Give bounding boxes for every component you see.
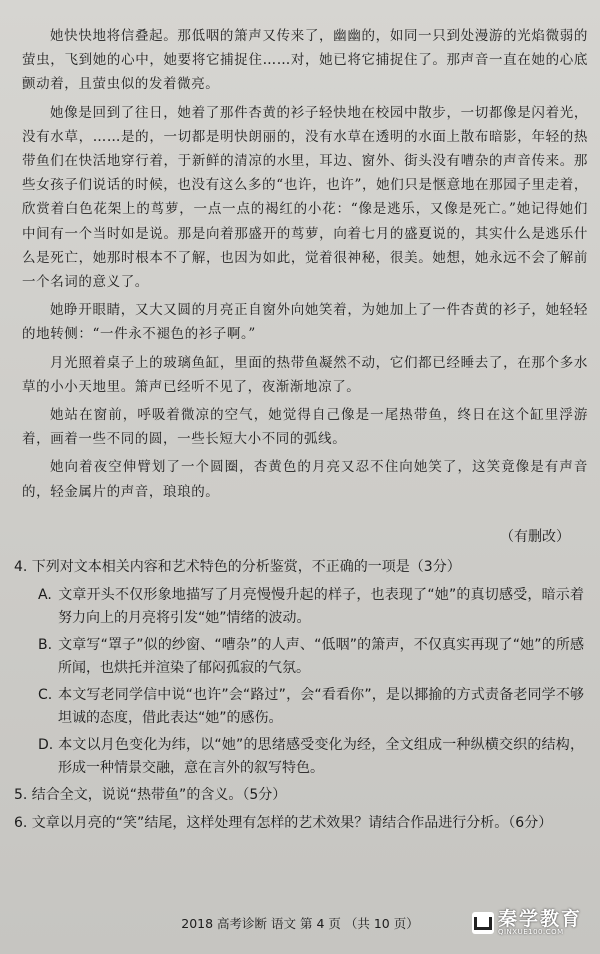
question-4-option-d [14,734,584,779]
watermark-logo [472,910,582,936]
option-key: A. [38,587,52,603]
option-text: 文章开头不仅形象地描写了月亮慢慢升起的样子，也表现了“她”的真切感受，暗示着努力向上的月亮将引发“她”情绪的波动。 [58,587,584,626]
abridged-note: （有删改） [500,529,570,545]
question-6: 6. 文章以月亮的“笑”结尾，这样处理有怎样的艺术效果？请结合作品进行分析。（6分） [14,815,553,831]
reading-passage [22,24,588,508]
logo-url: QINXUE100.COM [497,928,564,936]
question-4-option-b [14,634,584,679]
passage-paragraph: 月光照着桌子上的玻璃鱼缸，里面的热带鱼凝然不动，它们都已经睡去了，在那个多水草的小小天地里。箫声已经听不见了，夜渐渐地凉了。 [22,354,588,395]
logo-icon [472,912,494,934]
option-key: B. [38,637,53,653]
passage-paragraph: 她向着夜空伸臂划了一个圆圈，杏黄色的月亮又忍不住向她笑了，这笑竟像是有声音的，轻金属片的声音，琅琅的。 [22,459,588,500]
question-4-option-c [14,684,584,729]
passage-paragraph: 她快快地将信叠起。那低咽的箫声又传来了，幽幽的，如同一只到处漫游的光焰微弱的萤虫，飞到她的心中，她要将它捕捉住……对，她已将它捕捉住了。那声音一直在她的心底颤动着，且萤虫似的发着微亮。 [22,28,588,93]
option-text: 本文以月色变化为纬，以“她”的思绪感受变化为经，全文组成一种纵横交织的结构，形成一种情景交融，意在言外的叙写特色。 [58,737,584,776]
passage-paragraph: 她像是回到了往日，她着了那件杏黄的衫子轻快地在校园中散步，一切都像是闪着光，没有水草，……是的，一切都是明快朗丽的，没有水草在透明的水面上散布暗影，年轻的热带鱼们在快活地穿行着，于新鲜的清凉的水里，耳边、窗外、街头没有嘈杂的声音传来。那些女孩子们说话的时候，也没有这么多的“也许，也许”，她们只是惬意地在那园子里走着，欣赏着白色花架上的茑萝，一点一点的褐红的小花：“像是逃乐，又像是死亡。”她记得她们中间有一个当时如是说。那是向着那盛开的茑萝，向着七月的盛夏说的，其实什么是逃乐什么是死亡，她那时根本不了解，也因为如此，觉着很神秘，很美。她想，她永远不会了解前一个名词的意义了。 [22,104,588,291]
passage-paragraph: 她站在窗前，呼吸着微凉的空气，她觉得自己像是一尾热带鱼，终日在这个缸里浮游着，画着一些不同的圆，一些长短大小不同的弧线。 [22,407,588,448]
option-key: D. [38,737,54,753]
questions-section [14,556,584,840]
passage-paragraph: 她睁开眼睛，又大又圆的月亮正自窗外向她笑着，为她加上了一件杏黄的衫子，她轻轻的地转侧：“一件永不褪色的衫子啊。” [22,302,588,343]
option-text: 本文写老同学信中说“也许”会“路过”，会“看看你”，是以揶揄的方式责备老同学不够坦诚的态度，借此表达“她”的感伤。 [58,687,584,726]
option-key: C. [38,687,53,703]
page-footer: 2018 高考诊断 语文 第 4 页 （共 10 页） [181,916,419,931]
question-4-option-a [14,584,584,629]
option-text: 文章写“罩子”似的纱窗、“嘈杂”的人声、“低咽”的箫声，不仅真实再现了“她”的所感所闻，也烘托并渲染了郁闷孤寂的气氛。 [58,637,584,676]
question-5: 5. 结合全文，说说“热带鱼”的含义。（5分） [14,787,287,803]
question-4-stem: 4. 下列对文本相关内容和艺术特色的分析鉴赏，不正确的一项是（3分） [14,559,461,575]
logo-name: 秦学教育 [497,908,582,930]
